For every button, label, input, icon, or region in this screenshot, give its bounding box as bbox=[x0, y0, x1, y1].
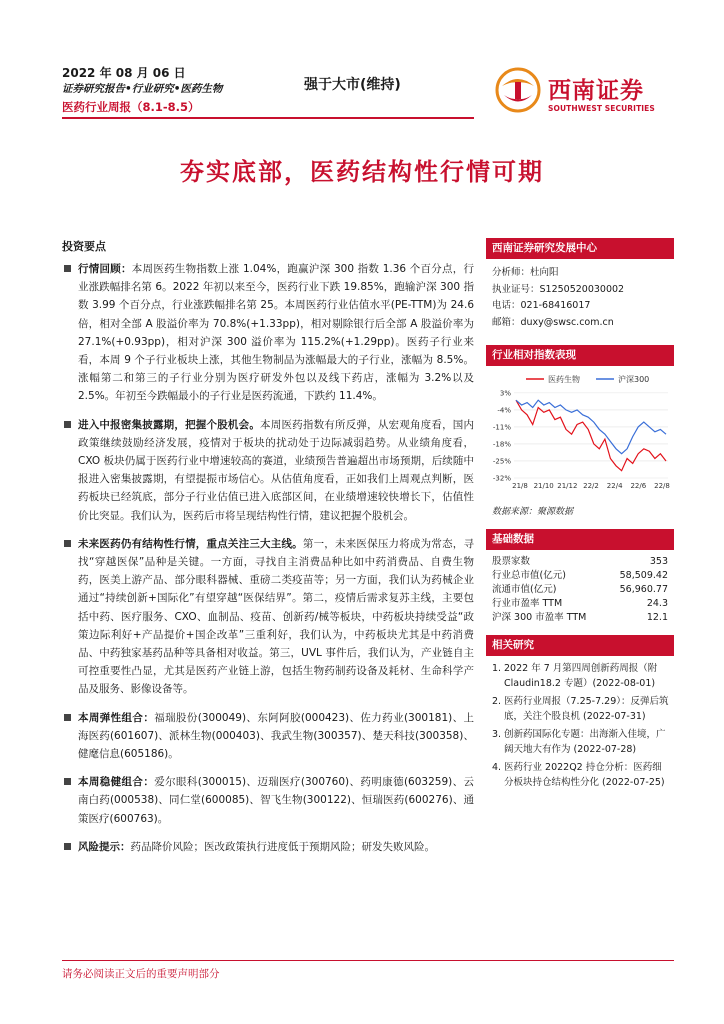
x-tick-label: 21/10 bbox=[533, 482, 554, 490]
legend-label: 医药生物 bbox=[548, 375, 580, 384]
logo-english-name: SOUTHWEST SECURITIES bbox=[548, 104, 655, 113]
analyst-email[interactable]: 邮箱：duxy@swsc.com.cn bbox=[492, 316, 614, 328]
y-tick-label: -11% bbox=[492, 423, 511, 432]
related-research-item[interactable]: 2. 医药行业周报（7.25-7.29）：反弹后筑底，关注个股良机 (2022-07-31) bbox=[492, 696, 669, 722]
chart-source: 数据来源：聚源数据 bbox=[492, 507, 574, 517]
y-tick-label: 3% bbox=[499, 389, 511, 398]
logo-chinese-name: 西南证券 bbox=[548, 77, 644, 104]
x-tick-label: 22/8 bbox=[654, 482, 670, 490]
southwest-logo-icon bbox=[494, 64, 542, 116]
footer-divider bbox=[62, 960, 674, 961]
sidebar bbox=[486, 238, 674, 793]
related-research-list bbox=[486, 656, 674, 790]
basic-data-title: 基础数据 bbox=[486, 529, 674, 550]
basic-data-row: 股票家数 353 bbox=[492, 556, 668, 567]
index-chart bbox=[486, 370, 674, 502]
analyst-name: 分析师：杜向阳 bbox=[492, 267, 559, 278]
weekly-title: 医药行业周报（8.1-8.5） bbox=[62, 100, 200, 114]
basic-data-row: 行业市盈率 TTM 24.3 bbox=[492, 598, 668, 609]
y-tick-label: -32% bbox=[492, 474, 511, 483]
basic-data-row: 沪深 300 市盈率 TTM 12.1 bbox=[492, 612, 668, 623]
bullet-elastic-portfolio: 本周弹性组合：福瑞股份(300049)、东阿阿胶(000423)、佐力药业(300181)、上海医药(601607)、派林生物(000403)、我武生物(300357)、楚天科技(300358)、健麾信息(605186)。 bbox=[62, 709, 474, 764]
research-center-title: 西南证券研究发展中心 bbox=[486, 238, 674, 259]
x-tick-label: 22/2 bbox=[583, 482, 599, 490]
relative-index-chart bbox=[486, 370, 674, 498]
x-tick-label: 22/4 bbox=[606, 482, 623, 490]
bullet-risk-warning: 风险提示：药品降价风险；医改政策执行进度低于预期风险；研发失败风险。 bbox=[62, 838, 474, 856]
y-tick-label: -25% bbox=[492, 457, 511, 466]
analyst-license: 执业证号：S1250520030002 bbox=[492, 283, 625, 295]
related-research-item[interactable]: 4. 医药行业 2022Q2 持仓分析：医药细分板块持仓结构性分化 (2022-07-25) bbox=[492, 762, 665, 788]
bullet-stable-portfolio: 本周稳健组合：爱尔眼科(300015)、迈瑞医疗(300760)、药明康德(603259)、云南白药(000538)、同仁堂(600085)、智飞生物(300122)、恒瑞医药(600276)、通策医疗(600763)。 bbox=[62, 773, 474, 828]
y-tick-label: -4% bbox=[497, 406, 511, 415]
legend-label: 沪深300 bbox=[618, 375, 650, 384]
report-type: 证券研究报告•行业研究•医药生物 bbox=[62, 83, 223, 95]
x-tick-label: 22/6 bbox=[630, 482, 647, 490]
footer-disclaimer: 请务必阅读正文后的重要声明部分 bbox=[62, 968, 220, 980]
y-tick-label: -18% bbox=[492, 440, 511, 449]
related-research-item[interactable]: 1. 2022 年 7 月第四周创新药周报（附 Claudin18.2 专题）(2022-08-01) bbox=[492, 663, 658, 689]
x-tick-label: 21/12 bbox=[557, 482, 578, 490]
basic-data-table bbox=[486, 550, 674, 625]
header-divider bbox=[62, 117, 474, 119]
report-title: 夯实底部，医药结构性行情可期 bbox=[180, 158, 544, 186]
analyst-info bbox=[486, 259, 674, 331]
report-date: 2022 年 08 月 06 日 bbox=[62, 66, 186, 80]
basic-data-row: 流通市值(亿元) 56,960.77 bbox=[492, 584, 668, 595]
industry-rating: 强于大市(维持) bbox=[304, 77, 401, 93]
related-research-title: 相关研究 bbox=[486, 635, 674, 656]
bullet-market-review: 行情回顾：本周医药生物指数上涨 1.04%，跑赢沪深 300 指数 1.36 个百分点，行业涨跌幅排名第 6。2022 年初以来至今，医药行业下跌 19.85%，跑输沪深 300 指数 3.99 个百分点，行业涨跌幅排名第 25。本周医药行业估值水平(PE-TTM)为 24.6 倍，相对全部 A 股溢价率为 70.8%(+1.33pp)，相对剔除银行后全部 A 股溢价率为 27.1%(+0.93pp)，相对沪深 300 溢价率为 115.2%(+1.29pp)。医药子行业来看，本周 9 个子行业板块上涨，其他生物制品为涨幅最大的子行业，涨幅为 8.5%。涨幅第二和第三的子行业分别为医疗研发外包以及线下药店，涨幅为 3.2%以及 2.5%。年初至今跌幅最小的子行业是医药流通，下跌约 11.4%。 bbox=[62, 260, 474, 406]
series-line bbox=[516, 400, 666, 471]
summary-heading: 投资要点 bbox=[62, 240, 106, 253]
x-tick-label: 21/8 bbox=[512, 482, 528, 490]
investment-summary bbox=[62, 238, 474, 866]
related-research-item[interactable]: 3. 创新药国际化专题：出海渐入佳境，广阔天地大有作为 (2022-07-28) bbox=[492, 729, 666, 755]
index-section-title: 行业相对指数表现 bbox=[486, 345, 674, 366]
basic-data-row: 行业总市值(亿元) 58,509.42 bbox=[492, 570, 668, 581]
bullet-three-themes: 未来医药仍有结构性行情，重点关注三大主线。第一，未来医保压力将成为常态，寻找“穿越医保”品种是关键。一方面，寻找自主消费品种比如中药消费品、自费生物药，医美上游产品、部分眼科器械、重磅二类疫苗等；另一方面，我们认为药械企业通过“持续创新+国际化”有望穿越“医保结界”。第二，疫情后需求复苏主线，主要包括中药、医疗服务、CXO、血制品、疫苗、创新药/械等板块，中药板块持续受益“政策边际利好+产品提价+国企改革”三重利好，我们认为，中药板块尤其是中药消费品、中药独家基药品种等具备相对收益。第三，UVL 事件后，我们认为，产业链自主可控重要性凸显，尤其是医药产业链上游，包括生物药制药设备及耗材、生命科学产品及服务、影像设备等。 bbox=[62, 535, 474, 699]
analyst-phone: 电话：021-68416017 bbox=[492, 300, 591, 311]
bullet-interim-report: 进入中报密集披露期，把握个股机会。本周医药指数有所反弹，从宏观角度看，国内政策继续鼓励经济发展，疫情对于板块的扰动处于边际减弱趋势。从业绩角度看，CXO 板块仍属于医药行业中增速较高的赛道，业绩预告普遍超出市场预期，后续随中报进入密集披露期，有望提振市场信心。从估值角度看，正如我们上周观点判断，医药板块已经筑底，部分子行业估值已进入底部区间，在业绩增速较快增长下，估值性价比突显。我们认为，医药后市将呈现结构性行情，建议把握个股机会。 bbox=[62, 416, 474, 525]
